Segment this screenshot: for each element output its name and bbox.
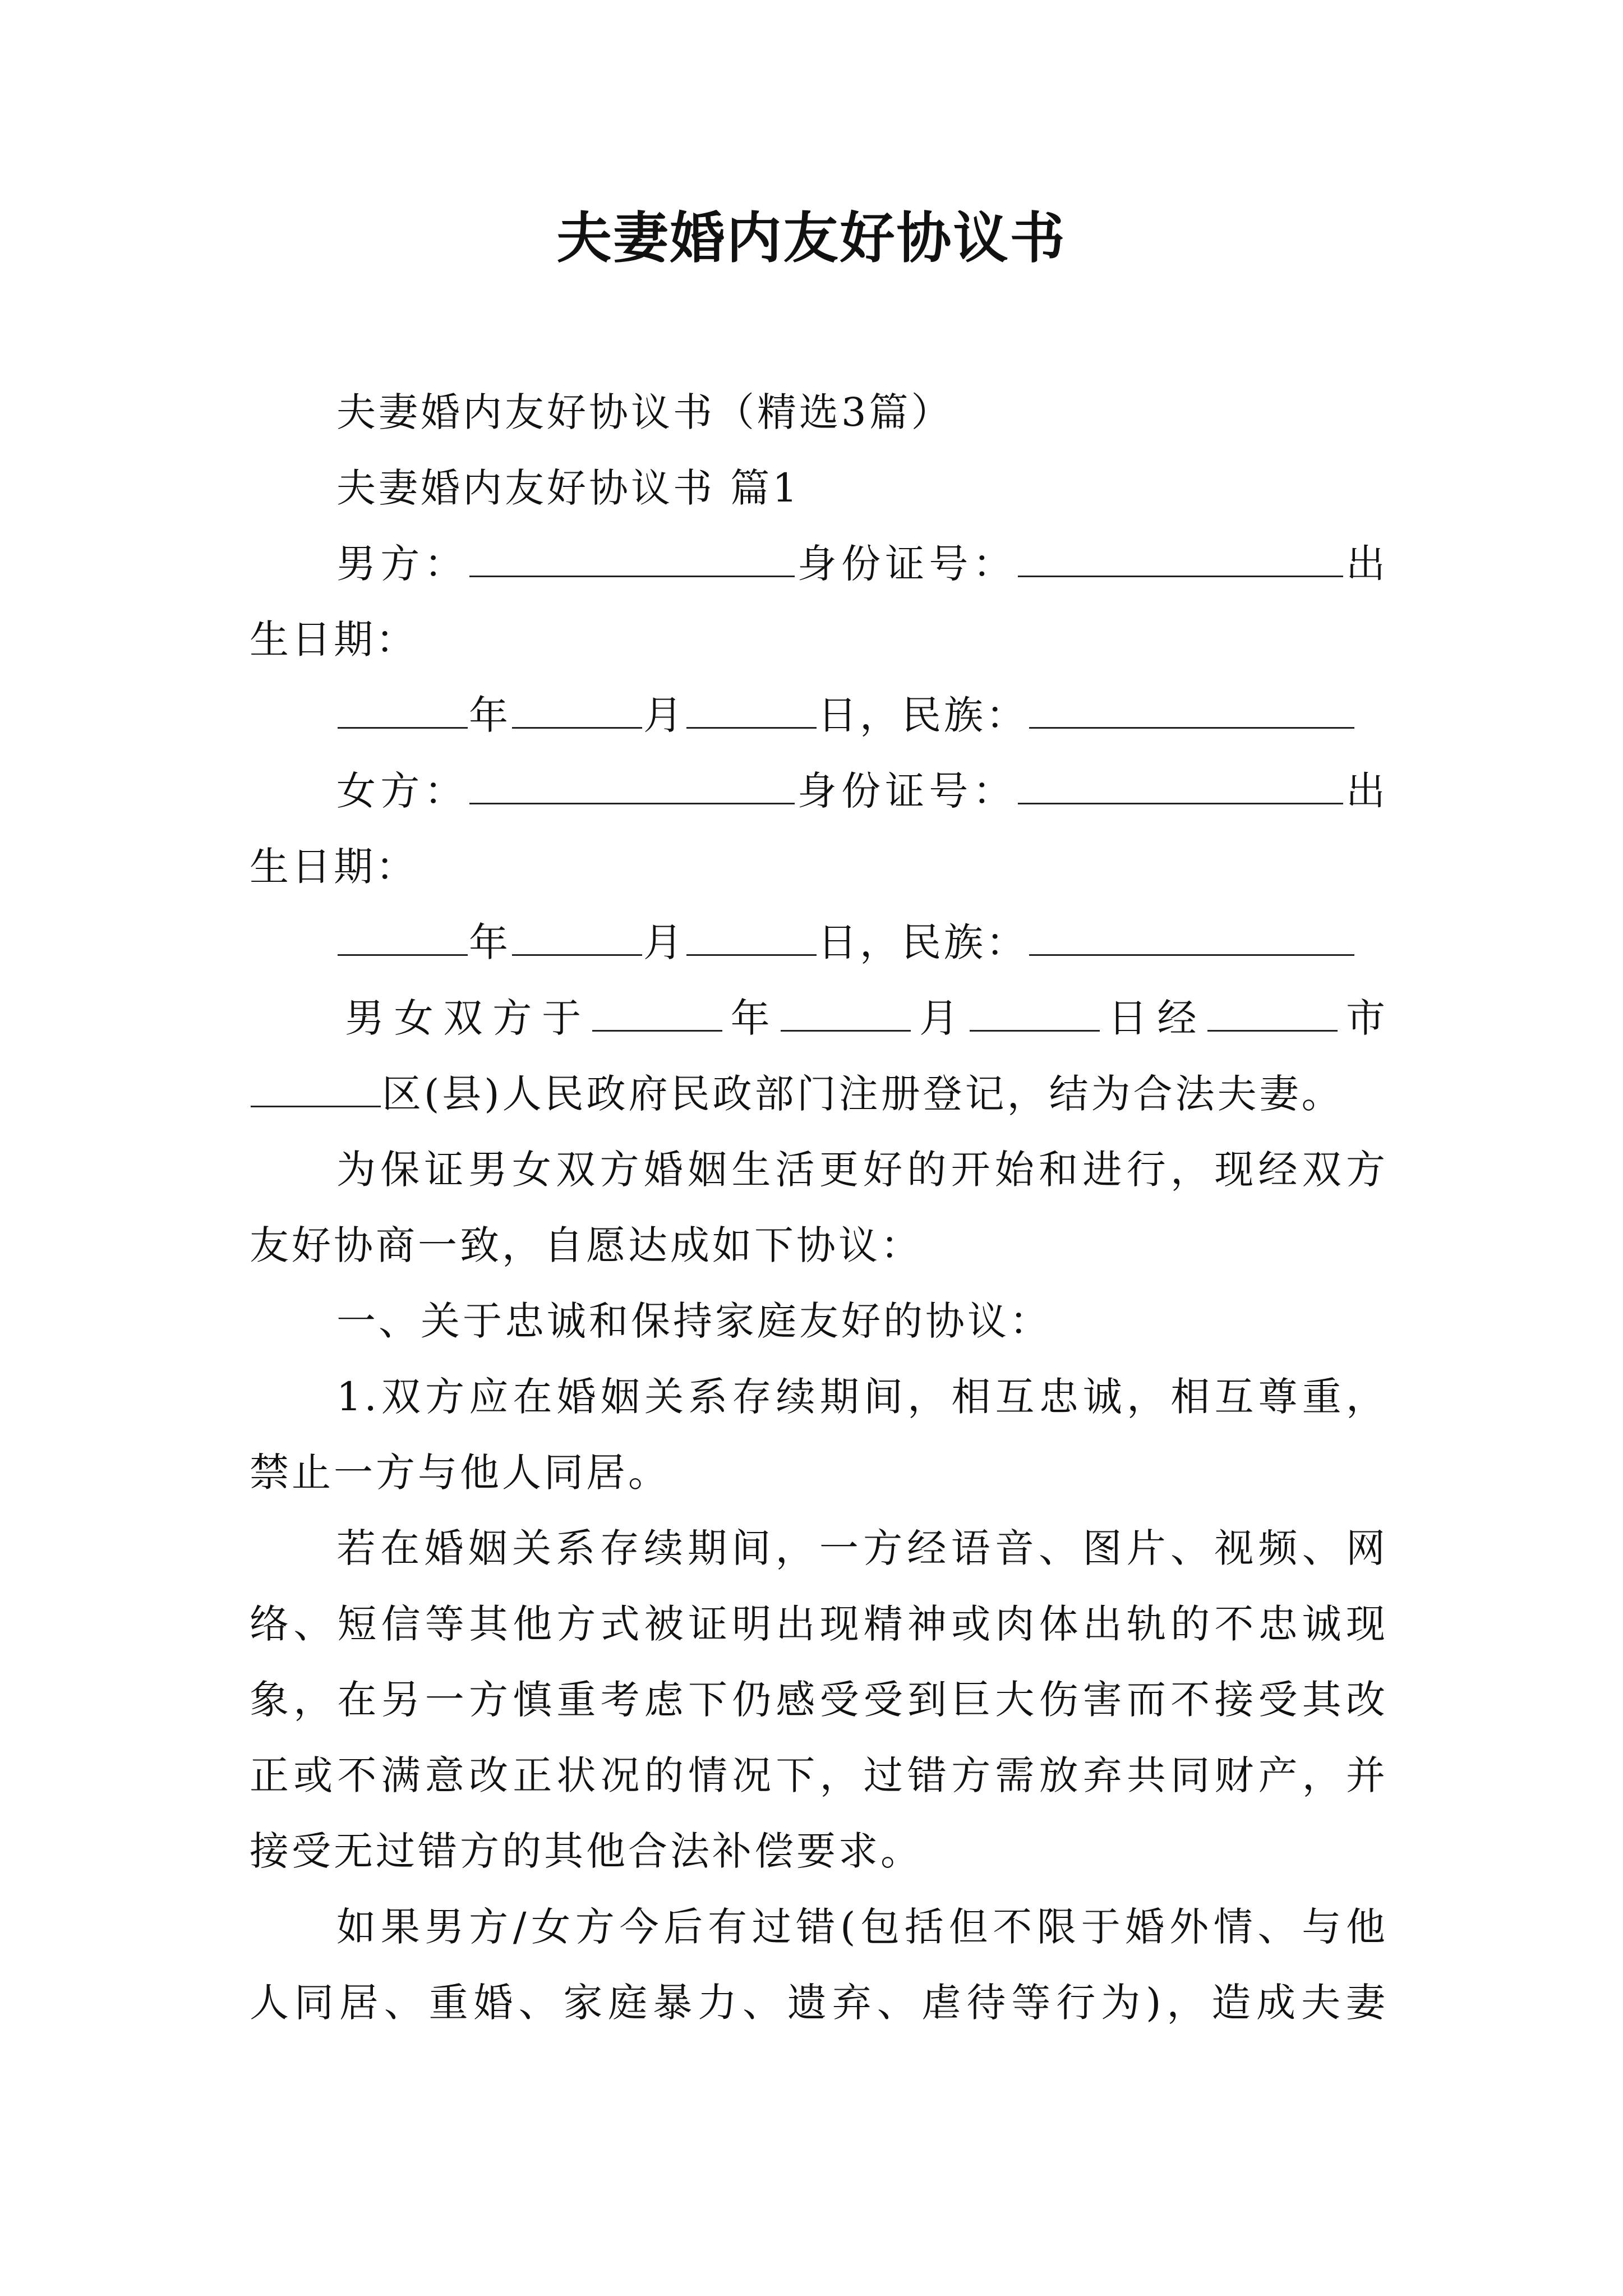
female-day-ethnicity-label: 日，民族：	[818, 919, 1028, 965]
registration-day-label: 日经	[1100, 995, 1207, 1041]
female-month-blank	[512, 954, 642, 956]
female-day-blank	[686, 954, 817, 956]
paragraph-3-line-3: 象，在另一方慎重考虑下仍感受受到巨大伤害而不接受其改	[250, 1677, 1388, 1723]
male-info-line	[336, 536, 1388, 592]
document-title: 夫妻婚内友好协议书	[556, 206, 1067, 270]
intro-line-2: 友好协商一致，自愿达成如下协议：	[250, 1222, 923, 1268]
male-ethnicity-blank	[1029, 726, 1354, 729]
female-year-blank	[338, 954, 468, 956]
female-year-label: 年	[469, 919, 511, 965]
registration-rest: 区(县)人民政府民政部门注册登记，结为合法夫妻。	[382, 1071, 1344, 1117]
paragraph-3-line-4: 正或不满意改正状况的情况下，过错方需放弃共同财产，并	[250, 1752, 1388, 1798]
male-day-ethnicity-label: 日，民族：	[818, 692, 1028, 738]
intro-line-1: 为保证男女双方婚姻生活更好的开始和进行，现经双方	[336, 1147, 1388, 1193]
item-1-line-2: 禁止一方与他人同居。	[250, 1450, 670, 1496]
paragraph-4-line-2: 人同居、重婚、家庭暴力、遗弃、虐待等行为)，造成夫妻	[250, 1980, 1388, 2026]
male-birth-suffix: 生日期：	[250, 616, 418, 662]
male-date-line	[336, 687, 1388, 743]
female-id-blank	[1018, 802, 1343, 804]
registration-day-blank	[970, 1029, 1100, 1032]
male-name-blank	[469, 575, 795, 577]
registration-district-blank	[251, 1105, 381, 1107]
male-year-label: 年	[469, 692, 511, 738]
registration-city-blank	[1207, 1029, 1338, 1032]
female-id-label: 身份证号：	[795, 768, 1017, 814]
registration-city-label: 市	[1339, 995, 1389, 1041]
subtitle: 夫妻婚内友好协议书（精选3篇）	[336, 389, 953, 435]
registration-year-label: 年	[723, 995, 780, 1041]
male-year-blank	[338, 726, 468, 729]
registration-prefix: 男女双方于	[345, 995, 591, 1041]
section-heading: 夫妻婚内友好协议书 篇1	[336, 465, 800, 511]
paragraph-4-line-1: 如果男方/女方今后有过错(包括但不限于婚外情、与他	[336, 1904, 1388, 1950]
female-label: 女方：	[336, 768, 468, 814]
male-month-label: 月	[643, 692, 685, 738]
paragraph-3-line-5: 接受无过错方的其他合法补偿要求。	[250, 1828, 923, 1874]
registration-line-2	[250, 1066, 1388, 1122]
registration-line-1	[345, 990, 1388, 1046]
male-month-blank	[512, 726, 642, 729]
female-month-label: 月	[643, 919, 685, 965]
registration-month-label: 月	[912, 995, 969, 1041]
male-label: 男方：	[336, 541, 468, 587]
female-ethnicity-blank	[1029, 954, 1354, 956]
female-birth-suffix: 生日期：	[250, 844, 418, 890]
registration-year-blank	[592, 1029, 722, 1032]
female-date-line	[336, 914, 1388, 970]
male-id-label: 身份证号：	[795, 541, 1017, 587]
male-id-blank	[1018, 575, 1343, 577]
item-1-line-1: 1.双方应在婚姻关系存续期间，相互忠诚，相互尊重，	[336, 1374, 1388, 1420]
male-day-blank	[686, 726, 817, 729]
paragraph-3-line-1: 若在婚姻关系存续期间，一方经语音、图片、视频、网	[336, 1525, 1388, 1571]
paragraph-3-line-2: 络、短信等其他方式被证明出现精神或肉体出轨的不忠诚现	[250, 1601, 1388, 1647]
female-birth-prefix: 出	[1344, 768, 1389, 814]
registration-month-blank	[781, 1029, 911, 1032]
section-1-heading: 一、关于忠诚和保持家庭友好的协议：	[336, 1298, 1052, 1344]
female-info-line	[336, 763, 1388, 819]
male-birth-prefix: 出	[1344, 541, 1389, 587]
female-name-blank	[469, 802, 795, 804]
